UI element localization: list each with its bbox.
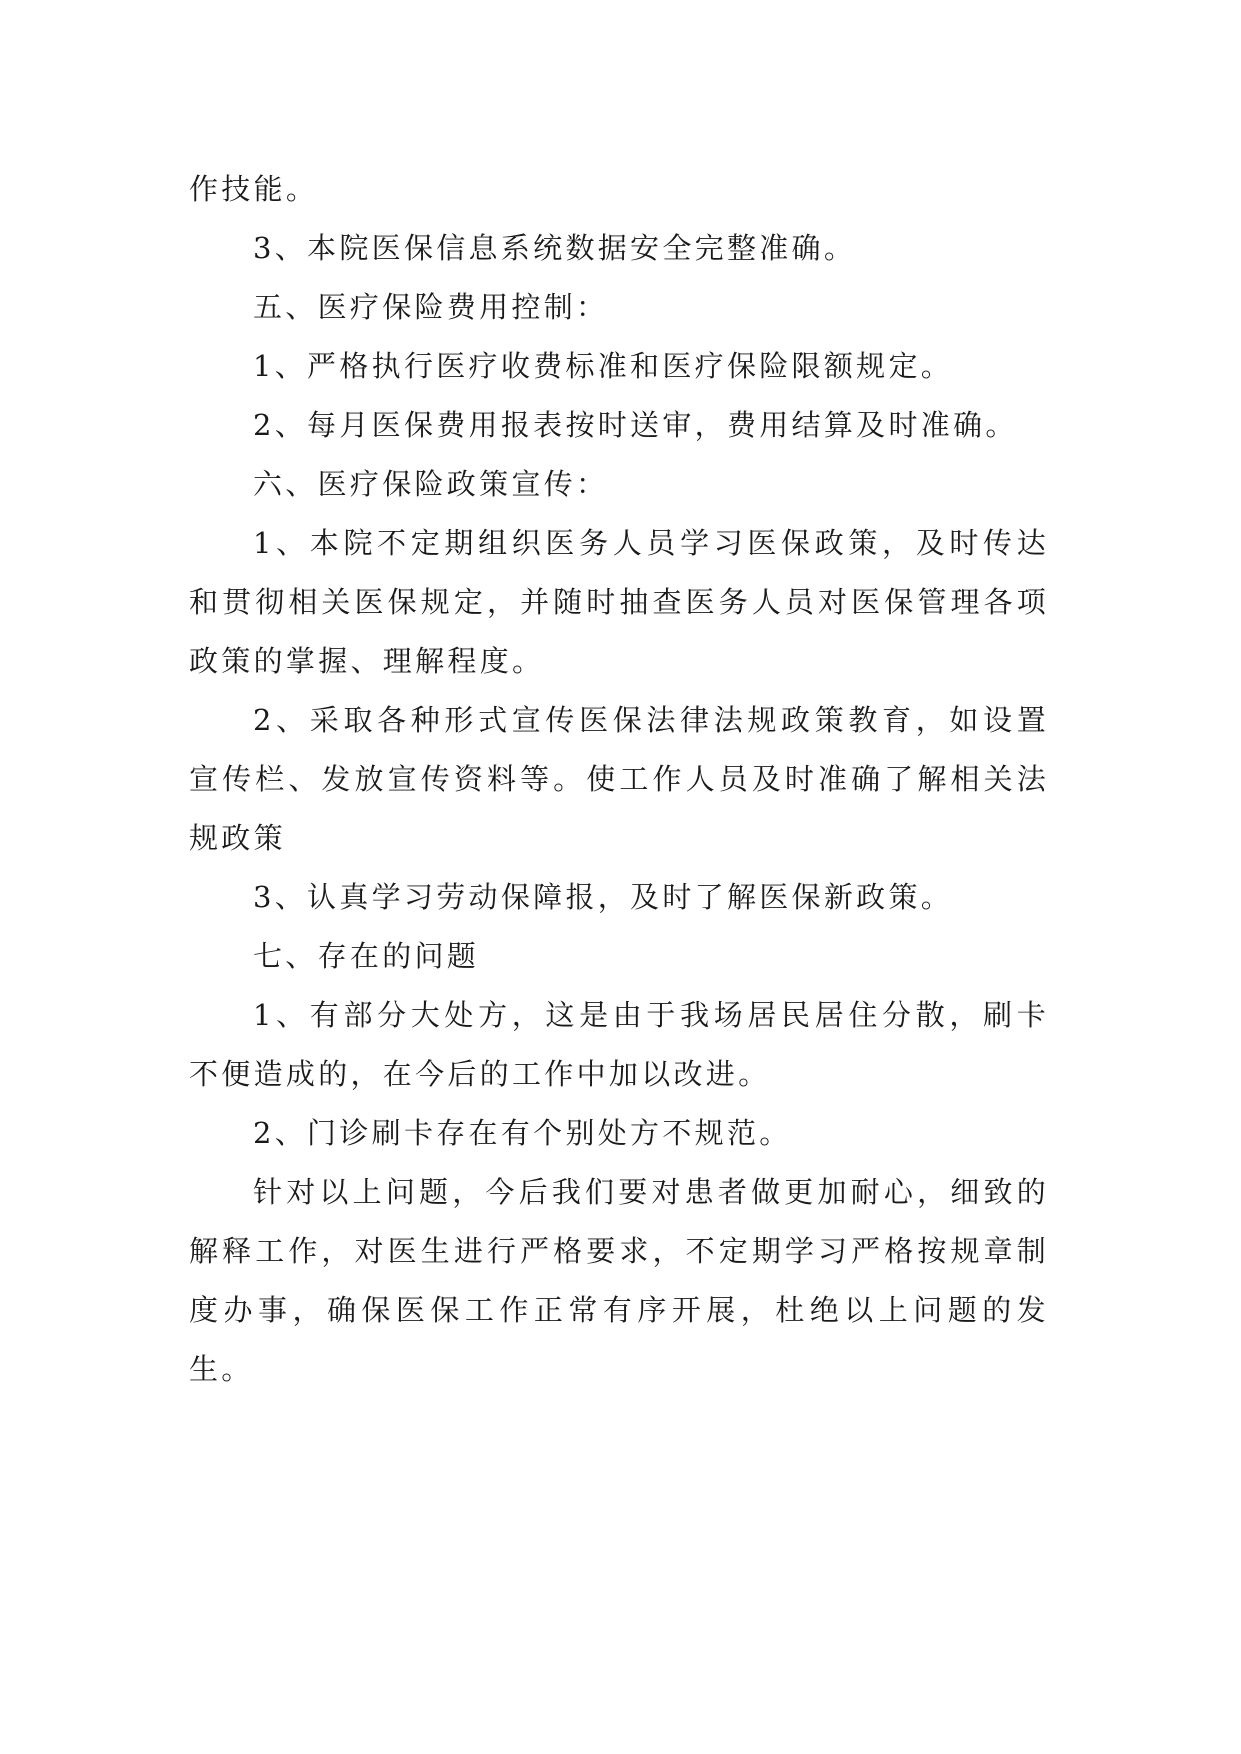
paragraph-item-2-monthly-reports: 2、每月医保费用报表按时送审，费用结算及时准确。 — [253, 408, 1018, 442]
section-heading-cost-control: 五、医疗保险费用控制： — [253, 290, 609, 324]
paragraph-item-3-data-security: 3、本院医保信息系统数据安全完整准确。 — [253, 231, 857, 265]
document-body — [189, 160, 1049, 1399]
paragraph-item-2-publicity-forms: 2、采取各种形式宣传医保法律法规政策教育，如设置宣传栏、发放宣传资料等。使工作人员及时准确了解相关法规政策 — [189, 703, 1049, 855]
section-heading-policy-publicity: 六、医疗保险政策宣传： — [253, 467, 609, 501]
paragraph-conclusion: 针对以上问题，今后我们要对患者做更加耐心，细致的解释工作，对医生进行严格要求，不定期学习严格按规章制度办事，确保医保工作正常有序开展，杜绝以上问题的发生。 — [189, 1175, 1049, 1386]
paragraph-item-2-card-swipe-issues: 2、门诊刷卡存在有个别处方不规范。 — [253, 1116, 792, 1150]
paragraph-continuation: 作技能。 — [189, 172, 319, 206]
section-heading-existing-problems: 七、存在的问题 — [253, 939, 480, 973]
paragraph-item-3-study-newspaper: 3、认真学习劳动保障报，及时了解医保新政策。 — [253, 880, 954, 914]
paragraph-item-1-staff-training: 1、本院不定期组织医务人员学习医保政策，及时传达和贯彻相关医保规定，并随时抽查医务人员对医保管理各项政策的掌握、理解程度。 — [189, 526, 1049, 678]
paragraph-item-1-fee-standards: 1、严格执行医疗收费标准和医疗保险限额规定。 — [253, 349, 954, 383]
paragraph-item-1-large-prescriptions: 1、有部分大处方，这是由于我场居民居住分散，刷卡不便造成的，在今后的工作中加以改进。 — [189, 998, 1049, 1091]
